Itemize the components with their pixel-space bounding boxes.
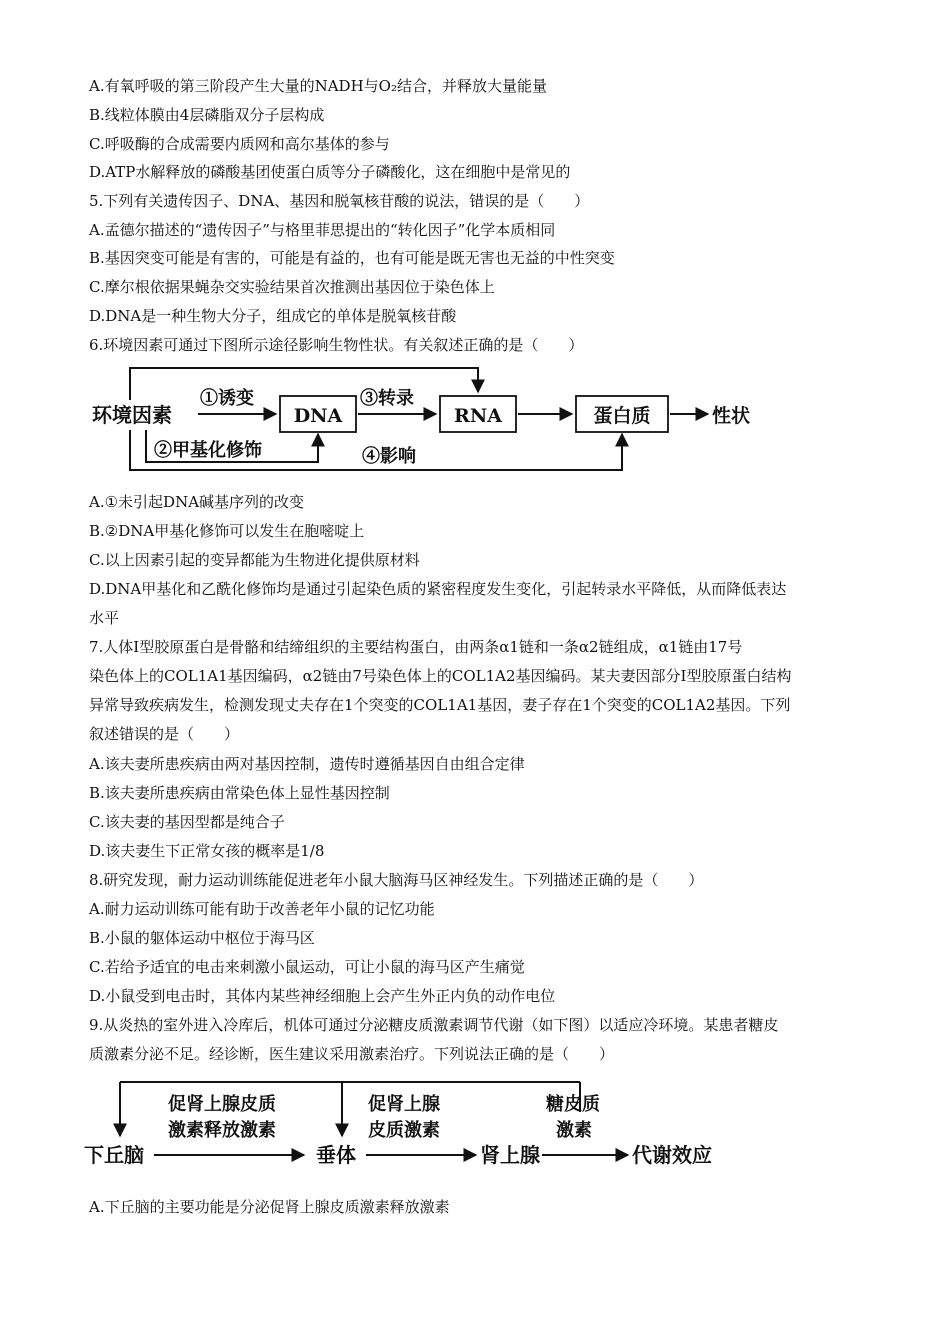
q7-stem-line3: 异常导致疾病发生，检测发现丈夫存在1个突变的COL1A1基因，妻子存在1个突变的COL1A2基因。下列 — [89, 696, 791, 714]
q9-gc-label-2: 激素 — [556, 1120, 592, 1141]
q9-crh-label-1: 促肾上腺皮质 — [168, 1094, 276, 1115]
q7-option-d: D.该夫妻生下正常女孩的概率是1/8 — [89, 842, 325, 860]
q9-hypothalamus-label: 下丘脑 — [84, 1143, 144, 1167]
q7-stem-line2: 染色体上的COL1A1基因编码，α2链由7号染色体上的COL1A2基因编码。某夫妻因部分Ⅰ型胶原蛋白结构 — [89, 667, 792, 685]
q7-option-a: A.该夫妻所患疾病由两对基因控制，遗传时遵循基因自由组合定律 — [89, 755, 525, 773]
q9-acth-label-2: 皮质激素 — [368, 1120, 440, 1141]
q6-step2-label: ②甲基化修饰 — [154, 440, 262, 461]
q9-adrenal-label: 肾上腺 — [480, 1143, 540, 1167]
q9-diagram — [84, 1076, 744, 1172]
q6-protein-label: 蛋白质 — [593, 405, 651, 427]
q6-step3-label: ③转录 — [360, 388, 414, 409]
q5-option-c: C.摩尔根依据果蝇杂交实验结果首次推测出基因位于染色体上 — [89, 278, 495, 296]
q4-option-a: A.有氧呼吸的第三阶段产生大量的NADH与O₂结合，并释放大量能量 — [89, 77, 547, 95]
q7-stem-line1: 7.人体Ⅰ型胶原蛋白是骨骼和结缔组织的主要结构蛋白，由两条α1链和一条α2链组成，α1链由17号 — [89, 638, 743, 656]
q5-option-d: D.DNA是一种生物大分子，组成它的单体是脱氧核苷酸 — [89, 307, 457, 325]
q9-pituitary-label: 垂体 — [316, 1143, 356, 1167]
q6-diagram — [80, 362, 800, 477]
q6-option-b: B.②DNA甲基化修饰可以发生在胞嘧啶上 — [89, 522, 365, 540]
q4-option-c: C.呼吸酶的合成需要内质网和高尔基体的参与 — [89, 135, 390, 153]
q6-env-label: 环境因素 — [92, 403, 172, 427]
q6-trait-label: 性状 — [712, 405, 751, 427]
q7-option-b: B.该夫妻所患疾病由常染色体上显性基因控制 — [89, 784, 390, 802]
q8-option-c: C.若给予适宜的电击来刺激小鼠运动，可让小鼠的海马区产生痛觉 — [89, 958, 525, 976]
q9-stem-line1: 9.从炎热的室外进入冷库后，机体可通过分泌糖皮质激素调节代谢（如下图）以适应冷环境。某患者糖皮 — [89, 1016, 779, 1034]
q9-crh-label-2: 激素释放激素 — [168, 1120, 276, 1141]
q6-dna-label: DNA — [293, 405, 343, 427]
q6-option-d: D.DNA甲基化和乙酰化修饰均是通过引起染色质的紧密程度发生变化，引起转录水平降低，从而降低表达 — [89, 580, 787, 598]
q8-stem: 8.研究发现，耐力运动训练能促进老年小鼠大脑海马区神经发生。下列描述正确的是（ ） — [89, 871, 704, 889]
q6-option-d-cont: 水平 — [89, 609, 120, 627]
q6-option-a: A.①未引起DNA碱基序列的改变 — [89, 493, 305, 511]
q8-option-a: A.耐力运动训练可能有助于改善老年小鼠的记忆功能 — [89, 900, 435, 918]
q9-acth-label-1: 促肾上腺 — [368, 1094, 440, 1115]
q9-effect-label: 代谢效应 — [632, 1143, 712, 1167]
q5-option-b: B.基因突变可能是有害的，可能是有益的，也有可能是既无害也无益的中性突变 — [89, 249, 615, 267]
q4-option-b: B.线粒体膜由4层磷脂双分子层构成 — [89, 106, 325, 124]
q8-option-d: D.小鼠受到电击时，其体内某些神经细胞上会产生外正内负的动作电位 — [89, 987, 556, 1005]
q6-option-c: C.以上因素引起的变异都能为生物进化提供原材料 — [89, 551, 420, 569]
q5-option-a: A.孟德尔描述的“遗传因子”与格里菲思提出的“转化因子”化学本质相同 — [89, 221, 556, 239]
q9-option-a: A.下丘脑的主要功能是分泌促肾上腺皮质激素释放激素 — [89, 1198, 450, 1216]
q6-rna-label: RNA — [454, 405, 502, 427]
q5-stem: 5.下列有关遗传因子、DNA、基因和脱氧核苷酸的说法，错误的是（ ） — [89, 192, 590, 210]
q6-step4-label: ④影响 — [362, 446, 416, 467]
q4-option-d: D.ATP水解释放的磷酸基团使蛋白质等分子磷酸化，这在细胞中是常见的 — [89, 163, 571, 181]
q9-stem-line2: 质激素分泌不足。经诊断，医生建议采用激素治疗。下列说法正确的是（ ） — [89, 1045, 615, 1063]
q7-option-c: C.该夫妻的基因型都是纯合子 — [89, 813, 285, 831]
q7-stem-line4: 叙述错误的是（ ） — [89, 725, 240, 743]
q6-stem: 6.环境因素可通过下图所示途径影响生物性状。有关叙述正确的是（ ） — [89, 336, 584, 354]
q6-step1-label: ①诱变 — [200, 388, 254, 409]
q9-gc-label-1: 糖皮质 — [546, 1094, 600, 1115]
q8-option-b: B.小鼠的躯体运动中枢位于海马区 — [89, 929, 315, 947]
